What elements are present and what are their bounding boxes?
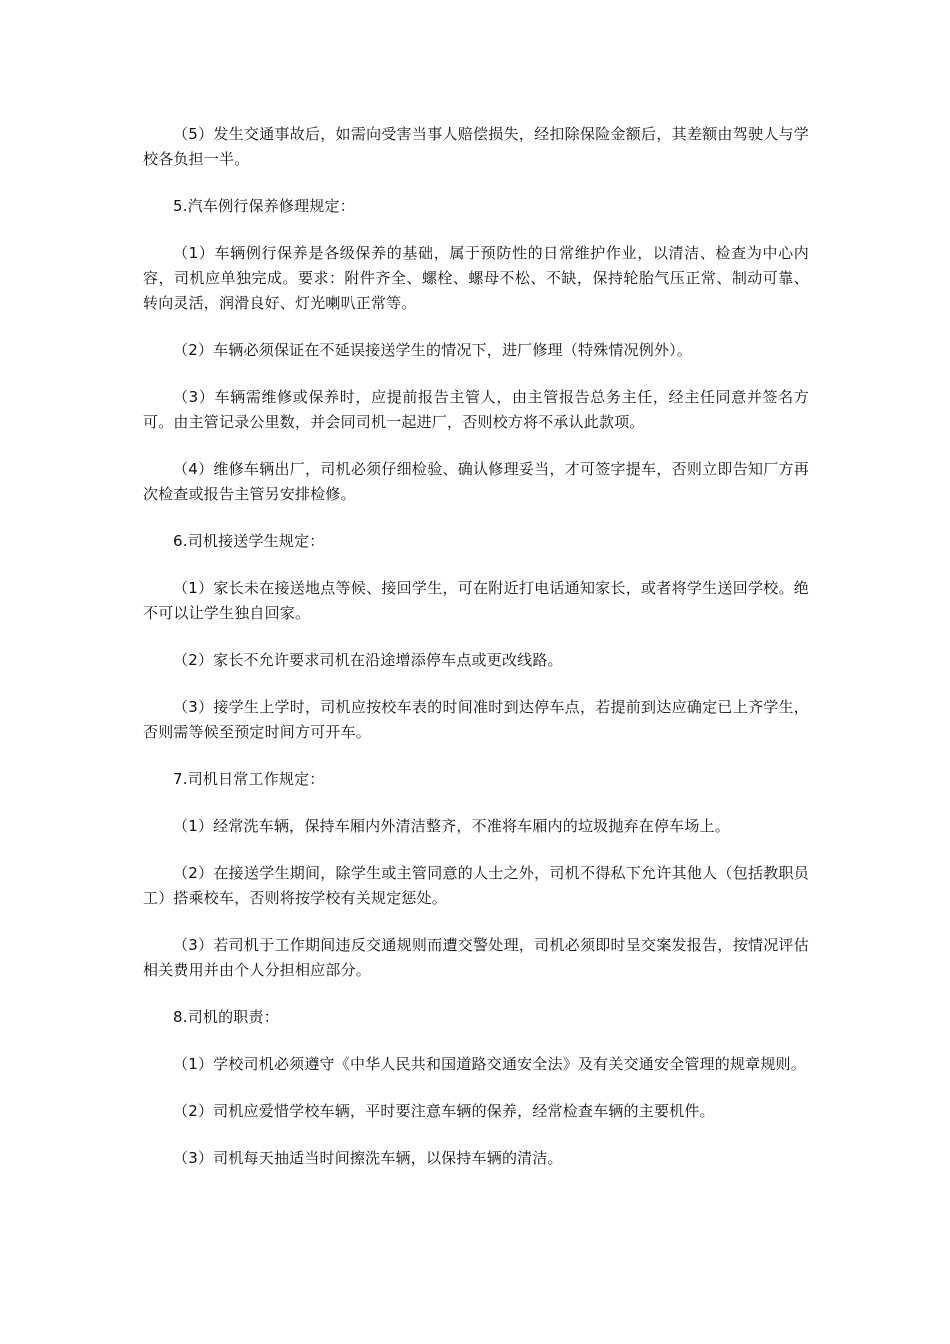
paragraph-6-1: （1）家长未在接送地点等候、接回学生，可在附近打电话通知家长，或者将学生送回学校。绝不可以让学生独自回家。: [143, 579, 809, 622]
paragraph-6-2: （2）家长不允许要求司机在沿途增添停车点或更改线路。: [173, 651, 563, 669]
paragraph-7-1: （1）经常洗车辆，保持车厢内外清洁整齐，不准将车厢内的垃圾抛弃在停车场上。: [173, 817, 730, 835]
section-heading-6: 6.司机接送学生规定：: [173, 532, 325, 550]
paragraph-5-4: （4）维修车辆出厂，司机必须仔细检验、确认修理妥当，才可签字提车，否则立即告知厂方再次检查或报告主管另安排检修。: [143, 460, 809, 503]
section-heading-5: 5.汽车例行保养修理规定：: [173, 197, 355, 215]
paragraph-8-3: （3）司机每天抽适当时间擦洗车辆，以保持车辆的清洁。: [173, 1149, 563, 1167]
paragraph-5-2: （2）车辆必须保证在不延误接送学生的情况下，进厂修理（特殊情况例外）。: [173, 341, 693, 359]
paragraph-8-1: （1）学校司机必须遵守《中华人民共和国道路交通安全法》及有关交通安全管理的规章规则。: [173, 1055, 806, 1073]
paragraph-5-5: （5）发生交通事故后，如需向受害当事人赔偿损失，经扣除保险金额后，其差额由驾驶人与学校各负担一半。: [143, 125, 809, 168]
section-heading-8: 8.司机的职责：: [173, 1008, 279, 1026]
paragraph-5-3: （3）车辆需维修或保养时，应提前报告主管人，由主管报告总务主任，经主任同意并签名方可。由主管记录公里数，并会同司机一起进厂，否则校方将不承认此款项。: [143, 388, 809, 431]
paragraph-7-3: （3）若司机于工作期间违反交通规则而遭交警处理，司机必须即时呈交案发报告，按情况评估相关费用并由个人分担相应部分。: [143, 936, 809, 979]
section-heading-7: 7.司机日常工作规定：: [173, 770, 325, 788]
paragraph-8-2: （2）司机应爱惜学校车辆，平时要注意车辆的保养，经常检查车辆的主要机件。: [173, 1102, 715, 1120]
paragraph-6-3: （3）接学生上学时，司机应按校车表的时间准时到达停车点，若提前到达应确定已上齐学生，否则需等候至预定时间方可开车。: [143, 698, 809, 741]
paragraph-7-2: （2）在接送学生期间，除学生或主管同意的人士之外，司机不得私下允许其他人（包括教职员工）搭乘校车，否则将按学校有关规定惩处。: [143, 864, 809, 907]
document-page: [143, 122, 809, 1193]
paragraph-5-1: （1）车辆例行保养是各级保养的基础，属于预防性的日常维护作业，以清洁、检查为中心内容，司机应单独完成。要求：附件齐全、螺栓、螺母不松、不缺，保持轮胎气压正常、制动可靠、转向灵活，润滑良好、灯光喇叭正常等。: [143, 244, 809, 312]
